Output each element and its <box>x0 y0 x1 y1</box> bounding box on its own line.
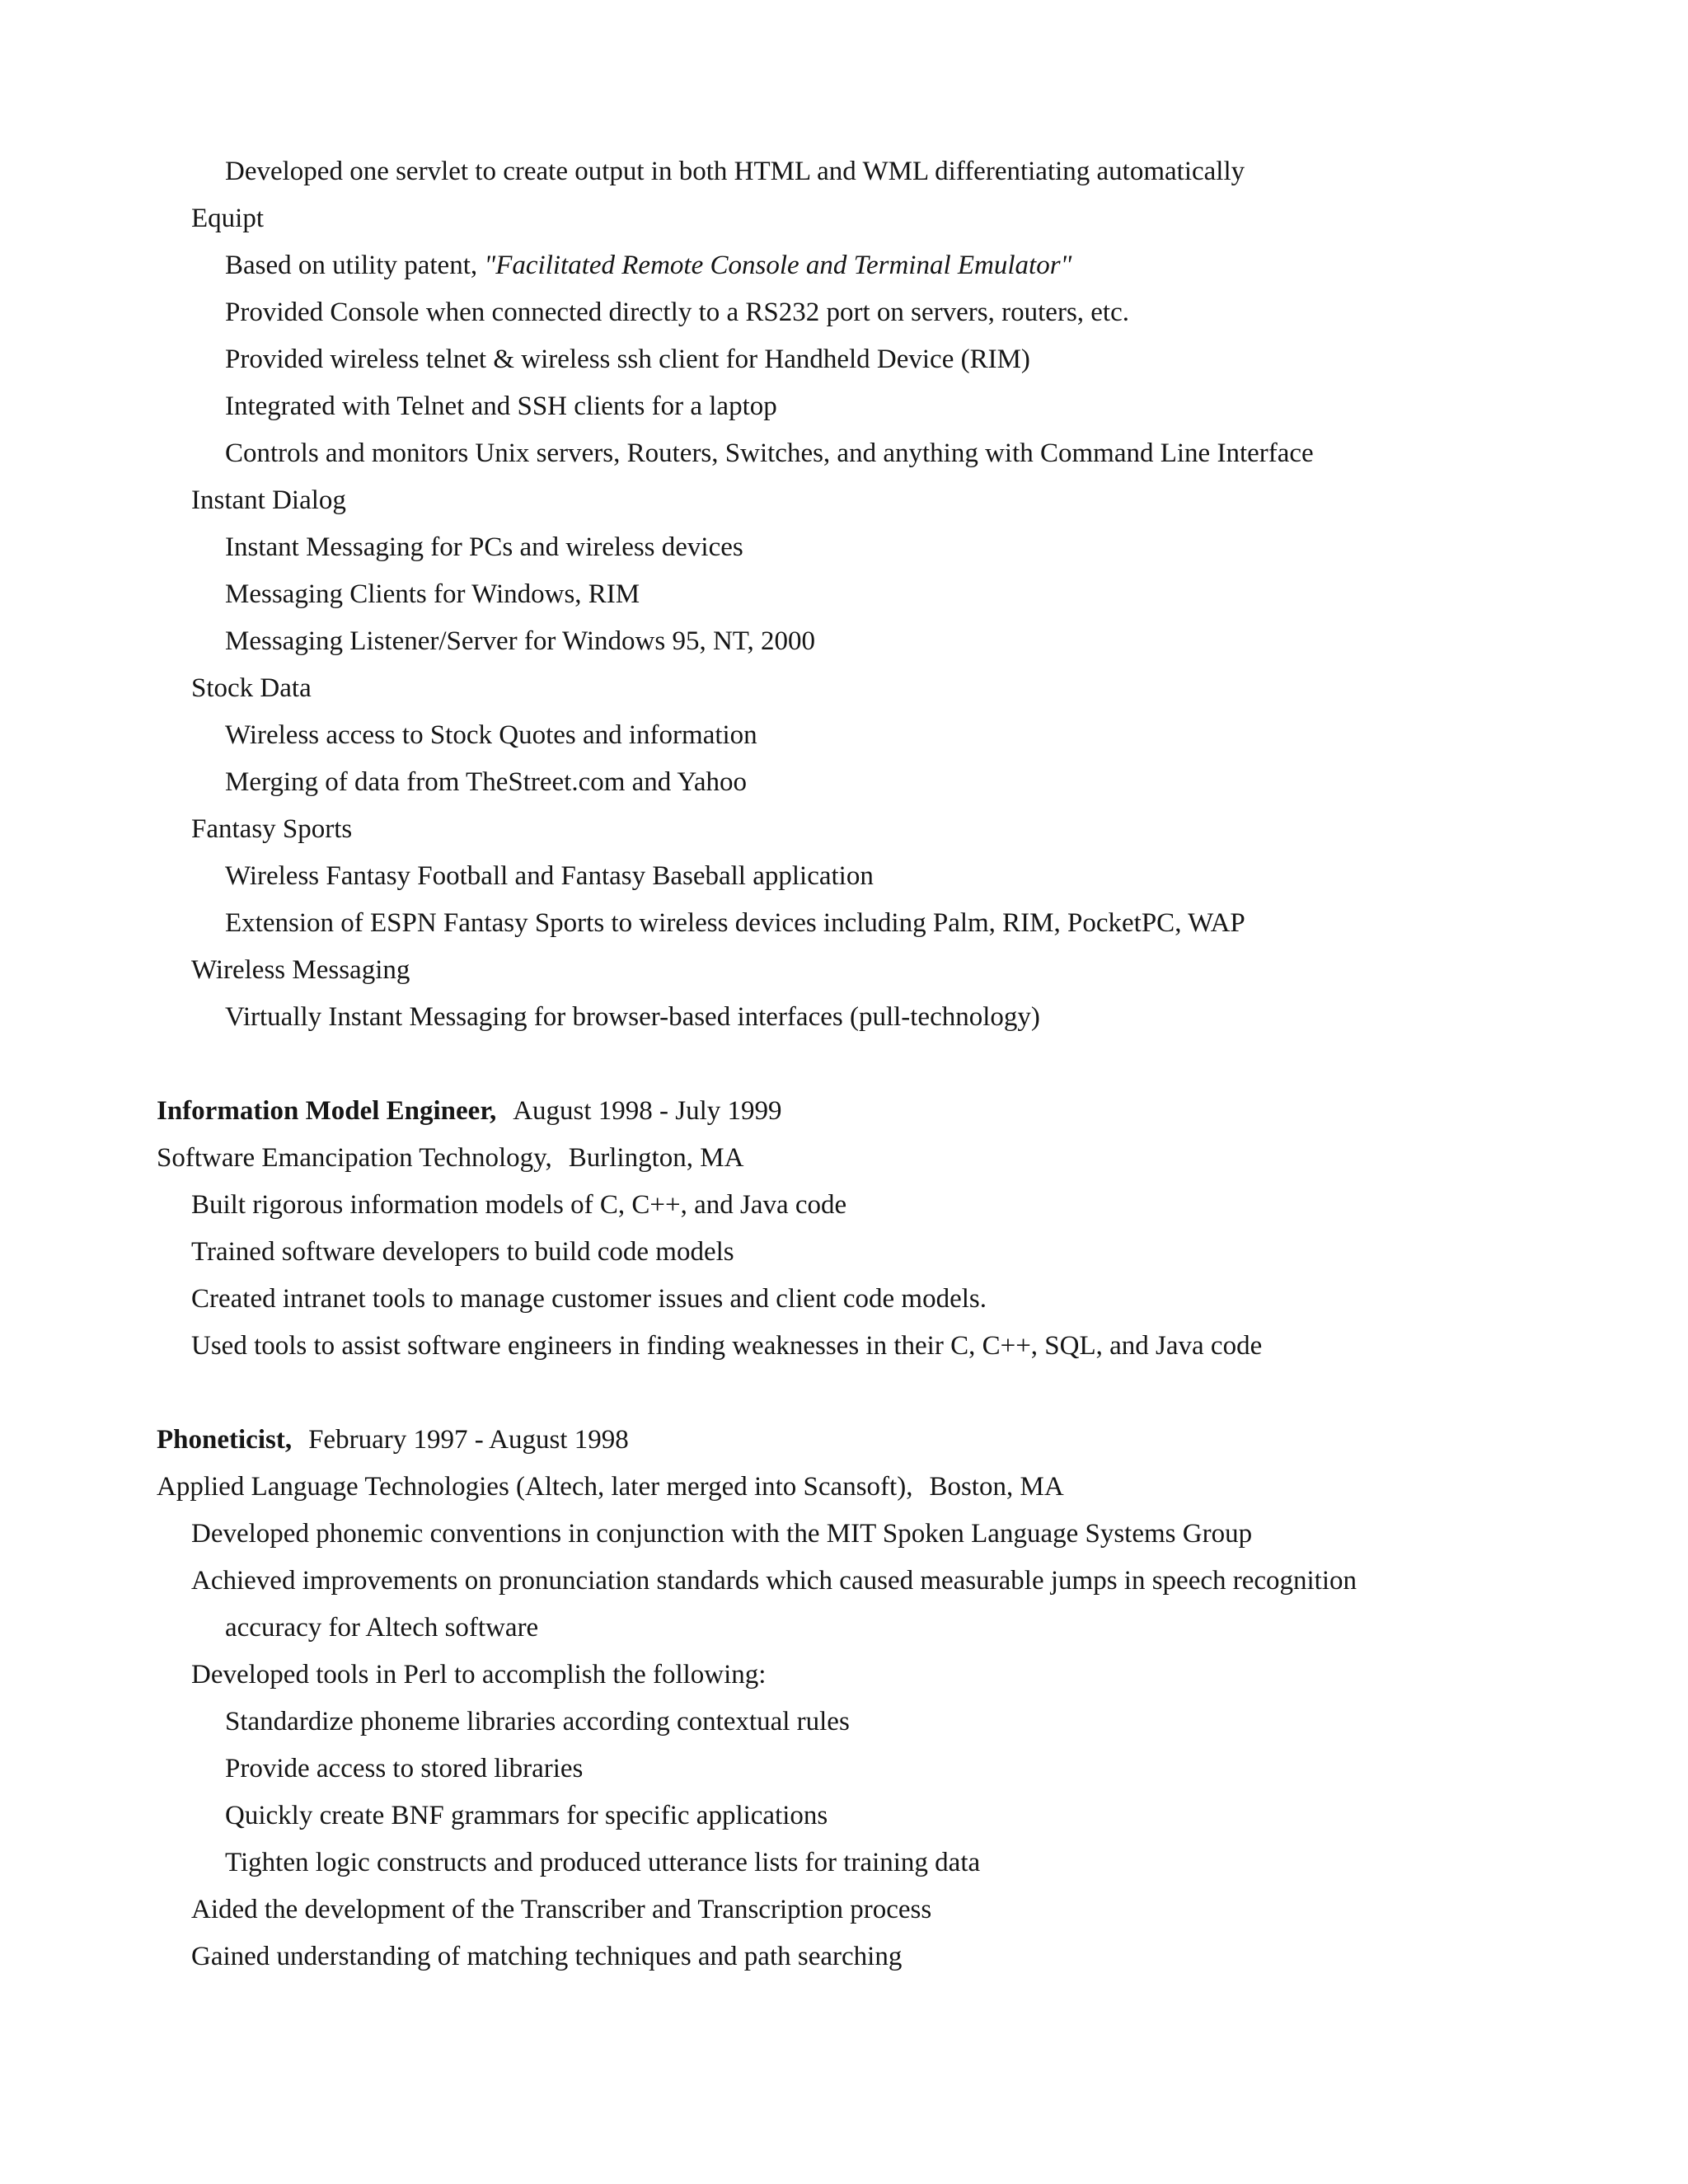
stock-data-bullet: Wireless access to Stock Quotes and information <box>225 720 757 750</box>
job-bullet: Aided the development of the Transcriber and Transcription process <box>191 1895 932 1924</box>
instant-dialog-bullet: Messaging Listener/Server for Windows 95, NT, 2000 <box>225 626 815 656</box>
project-title-instant-dialog: Instant Dialog <box>191 485 346 515</box>
job-title: Phoneticist, <box>157 1425 293 1455</box>
wireless-messaging-bullet: Virtually Instant Messaging for browser-based interfaces (pull-technology) <box>225 1002 1040 1032</box>
perl-sub-bullet: Tighten logic constructs and produced utterance lists for training data <box>225 1848 981 1877</box>
job-company-sete <box>157 1141 743 1174</box>
job-bullet: Developed tools in Perl to accomplish the following: <box>191 1660 767 1690</box>
job-bullet: Used tools to assist software engineers in finding weaknesses in their C, C++, SQL, and Java code <box>191 1331 1263 1361</box>
equipt-bullet: Provided wireless telnet & wireless ssh client for Handheld Device (RIM) <box>225 344 1030 374</box>
job-dates: February 1997 - August 1998 <box>308 1425 629 1455</box>
job-bullet: Developed phonemic conventions in conjunction with the MIT Spoken Language Systems Group <box>191 1519 1253 1549</box>
company-location: Boston, MA <box>929 1472 1064 1502</box>
patent-title: "Facilitated Remote Console and Terminal Emulator" <box>484 251 1072 280</box>
fantasy-sports-bullet: Extension of ESPN Fantasy Sports to wireless devices including Palm, RIM, PocketPC, WAP <box>225 908 1245 938</box>
servlet-bullet: Developed one servlet to create output in both HTML and WML differentiating automatically <box>225 157 1245 186</box>
stock-data-bullet: Merging of data from TheStreet.com and Yahoo <box>225 767 747 797</box>
project-title-wireless-messaging: Wireless Messaging <box>191 955 410 985</box>
project-title-stock-data: Stock Data <box>191 673 312 703</box>
job-company-altech <box>157 1470 1064 1503</box>
instant-dialog-bullet: Messaging Clients for Windows, RIM <box>225 579 640 609</box>
job-bullet: Trained software developers to build code models <box>191 1237 734 1267</box>
job-title: Information Model Engineer, <box>157 1096 497 1126</box>
perl-sub-bullet: Provide access to stored libraries <box>225 1754 584 1783</box>
project-title-equipt: Equipt <box>191 204 264 233</box>
job-bullet: Gained understanding of matching techniques and path searching <box>191 1942 903 1971</box>
equipt-patent-line <box>225 249 1071 282</box>
job-heading-altech <box>157 1423 629 1456</box>
company-location: Burlington, MA <box>568 1143 744 1173</box>
instant-dialog-bullet: Instant Messaging for PCs and wireless devices <box>225 532 743 562</box>
patent-prefix: Based on utility patent, <box>225 251 485 280</box>
job-dates: August 1998 - July 1999 <box>513 1096 782 1126</box>
equipt-bullet: Controls and monitors Unix servers, Routers, Switches, and anything with Command Line Interface <box>225 438 1314 468</box>
job-bullet-continuation: accuracy for Altech software <box>225 1613 539 1643</box>
fantasy-sports-bullet: Wireless Fantasy Football and Fantasy Baseball application <box>225 861 874 891</box>
job-bullet: Built rigorous information models of C, C++, and Java code <box>191 1190 847 1220</box>
perl-sub-bullet: Standardize phoneme libraries according contextual rules <box>225 1707 850 1736</box>
job-bullet: Created intranet tools to manage customer issues and client code models. <box>191 1284 987 1314</box>
company-name: Software Emancipation Technology, <box>157 1143 552 1173</box>
job-heading-sete <box>157 1094 782 1127</box>
equipt-bullet: Integrated with Telnet and SSH clients for a laptop <box>225 391 777 421</box>
project-title-fantasy-sports: Fantasy Sports <box>191 814 353 844</box>
equipt-bullet: Provided Console when connected directly to a RS232 port on servers, routers, etc. <box>225 298 1129 327</box>
company-name: Applied Language Technologies (Altech, later merged into Scansoft), <box>157 1472 913 1502</box>
perl-sub-bullet: Quickly create BNF grammars for specific applications <box>225 1801 828 1830</box>
job-bullet: Achieved improvements on pronunciation standards which caused measurable jumps in speech recognition <box>191 1566 1357 1596</box>
